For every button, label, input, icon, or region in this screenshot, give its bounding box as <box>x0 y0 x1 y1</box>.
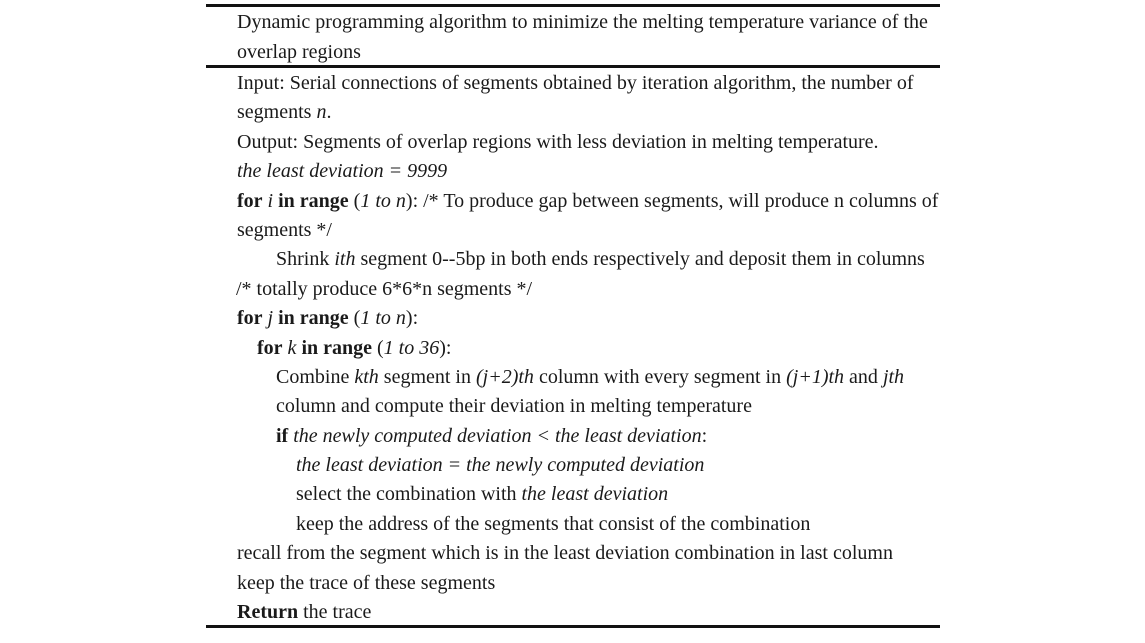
shrink-line: Shrink ith segment 0--5bp in both ends respectively and deposit them in columns <box>276 248 925 271</box>
header-rule <box>206 65 940 68</box>
assign-line: the least deviation = the newly computed deviation <box>296 454 705 477</box>
output-line: Output: Segments of overlap regions with less deviation in melting temperature. <box>237 130 879 153</box>
combine-line: Combine kth segment in (j+2)th column with every segment in (j+1)th and jth <box>276 365 905 388</box>
for-i-line: for i in range (1 to n): /* To produce gap between segments, will produce n columns of <box>237 189 939 212</box>
return-line: Return the trace <box>237 601 372 624</box>
for-j-line: for j in range (1 to n): <box>237 307 419 330</box>
algorithm-title <box>237 8 937 67</box>
totally-comment: /* totally produce 6*6*n segments */ <box>236 277 533 300</box>
top-rule <box>206 4 940 7</box>
least-deviation-init: the least deviation = 9999 <box>237 160 448 183</box>
recall-line: recall from the segment which is in the least deviation combination in last column <box>237 542 893 565</box>
combine-continuation: column and compute their deviation in melting temperature <box>276 395 752 418</box>
for-k-line: for k in range (1 to 36): <box>257 336 452 359</box>
input-line-2: segments n. <box>237 101 332 124</box>
title-line-1: Dynamic programming algorithm to minimize the melting temperature variance of the <box>237 11 928 33</box>
input-line-1: Input: Serial connections of segments obtained by iteration algorithm, the number of <box>237 72 914 94</box>
keep-trace-line: keep the trace of these segments <box>237 571 496 594</box>
algorithm-body <box>237 69 937 627</box>
select-line: select the combination with the least deviation <box>296 483 669 506</box>
for-i-continuation: segments */ <box>237 218 332 241</box>
title-line-2: overlap regions <box>237 40 361 63</box>
if-line: if the newly computed deviation < the least deviation: <box>276 424 708 447</box>
bottom-rule <box>206 625 940 628</box>
keep-address-line: keep the address of the segments that consist of the combination <box>296 512 811 535</box>
